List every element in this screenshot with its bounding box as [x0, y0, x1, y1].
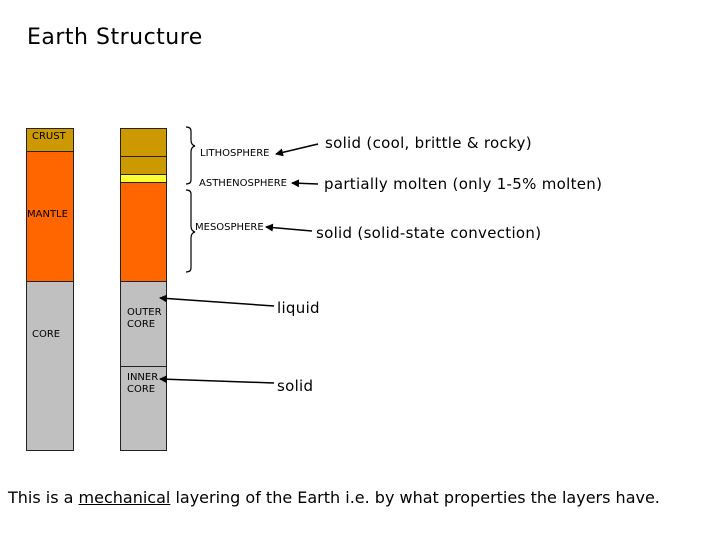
lithosphere-arrow [276, 144, 318, 154]
lithosphere-brace [186, 127, 195, 184]
page-title: Earth Structure [27, 25, 203, 50]
footer-underlined-word: mechanical [78, 488, 171, 507]
mesosphere-description: solid (solid-state convection) [316, 224, 542, 242]
outer-core-arrow [160, 298, 274, 306]
crust-label: CRUST [32, 131, 66, 142]
core-label: CORE [32, 329, 61, 340]
outer-core-label-line1: OUTER [127, 307, 162, 318]
outer-core-description: liquid [277, 299, 320, 317]
lithosphere-description: solid (cool, brittle & rocky) [325, 134, 532, 152]
mantle-label: MANTLE [27, 209, 68, 220]
footer-part2: layering of the Earth i.e. by what properties the layers have. [170, 488, 660, 507]
asthenosphere-arrow [292, 183, 318, 184]
footer-caption [8, 486, 718, 509]
mesosphere-label: MESOSPHERE [195, 222, 264, 233]
outer-core-label-line2: CORE [127, 319, 156, 330]
inner-core-description: solid [277, 377, 314, 395]
mesosphere-arrow [266, 227, 312, 231]
lithosphere-label: LITHOSPHERE [200, 148, 270, 159]
asthenosphere-label: ASTHENOSPHERE [199, 178, 287, 189]
footer-part1: This is a [8, 488, 79, 507]
inner-core-label-line1: INNER [127, 372, 159, 383]
inner-core-arrow [160, 379, 274, 383]
mesosphere-brace [186, 190, 195, 272]
asthenosphere-description: partially molten (only 1-5% molten) [324, 175, 603, 193]
inner-core-label-line2: CORE [127, 384, 156, 395]
